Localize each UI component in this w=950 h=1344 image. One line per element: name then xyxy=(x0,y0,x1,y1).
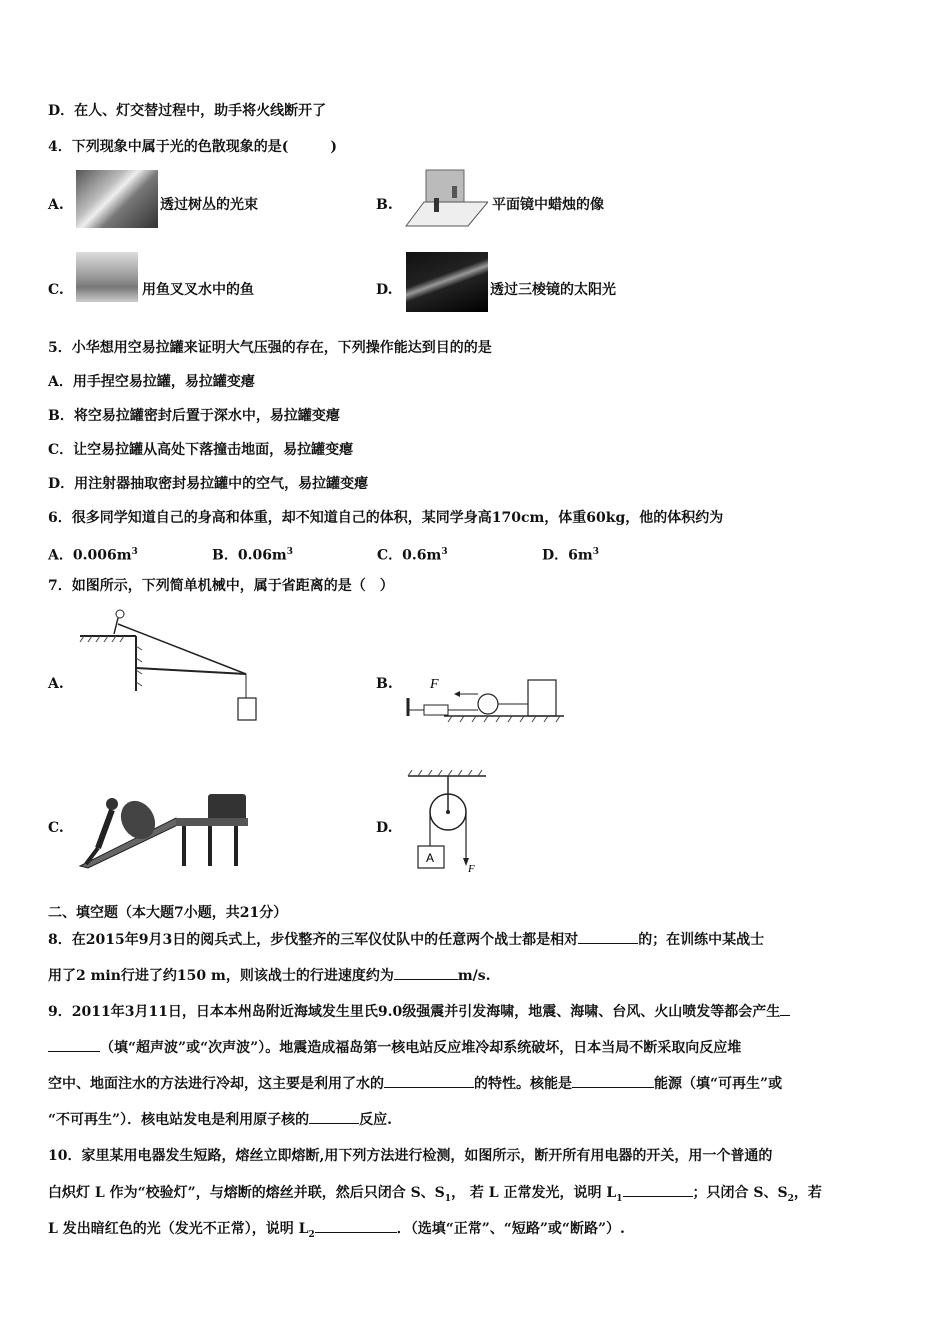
q5-option-d: D．用注射器抽取密封易拉罐中的空气，易拉罐变瘪 xyxy=(48,476,369,492)
q9-blank-1a[interactable] xyxy=(780,1001,790,1016)
q9-blank-3[interactable] xyxy=(572,1073,654,1088)
q8-blank-2[interactable] xyxy=(394,965,458,980)
q7-b-label: B. xyxy=(376,676,393,692)
q7-c-label: C. xyxy=(48,820,64,836)
q4-c-label: C. xyxy=(48,282,64,298)
q8-blank-1[interactable] xyxy=(578,929,638,944)
q10-blank-1[interactable] xyxy=(623,1182,693,1197)
q7-b-figure xyxy=(404,668,566,724)
q4-a-label: A. xyxy=(48,197,64,213)
q10-line1: 10．家里某用电器发生短路，熔丝立即熔断,用下列方法进行检测，如图所示，断开所有用电器的开关，用一个普通的 xyxy=(48,1148,773,1164)
q6-option-b: B．$0.06m^3$ xyxy=(212,547,294,564)
q4-c-text: 用鱼叉叉水中的鱼 xyxy=(142,282,254,298)
q6-stem: 6．很多同学知道自己的身高和体重，却不知道自己的体积，某同学身高170cm，体重60kg，他的体积约为 xyxy=(48,510,724,526)
q10-blank-2[interactable] xyxy=(315,1218,397,1233)
q10-line3: L 发出暗红色的光（发光不正常），说明 $L_2$ ．（选填“正常”、“短路”或“断路”）. xyxy=(48,1218,625,1245)
q6-option-c: C．$0.6m^3$ xyxy=(377,547,448,564)
q5-option-a: A．用手捏空易拉罐，易拉罐变瘪 xyxy=(48,374,255,390)
q7-c-figure xyxy=(76,790,250,870)
q4-a-image xyxy=(76,170,158,228)
q4-a-text: 透过树丛的光束 xyxy=(160,197,258,213)
q9-blank-4[interactable] xyxy=(309,1109,359,1124)
q6-option-a: A．$0.006m^3$ xyxy=(48,547,138,564)
q7-d-figure xyxy=(404,770,488,874)
q9-line3: 空中、地面注水的方法进行冷却，这主要是利用了水的 的特性。核能是 能源（填“可再生”或 xyxy=(48,1073,782,1094)
q7-stem: 7．如图所示，下列简单机械中，属于省距离的是（ ） xyxy=(48,578,394,594)
q5-option-c: C．让空易拉罐从高处下落撞击地面，易拉罐变瘪 xyxy=(48,442,354,458)
q8-line1: 8．在2015年9月3日的阅兵式上，步伐整齐的三军仪仗队中的任意两个战士都是相对 的；在训练中某战士 xyxy=(48,929,764,950)
q4-b-text: 平面镜中蜡烛的像 xyxy=(492,197,604,213)
q6-option-d: D．$6m^3$ xyxy=(542,547,599,564)
q10-line2: 白炽灯 L 作为“校验灯”，与熔断的熔丝并联，然后只闭合 S、$S_1$， 若 L 正常发光，说明 $L_1$ ；只闭合 S、$S_2$，若 xyxy=(48,1182,822,1209)
q7-b-force-label: F xyxy=(430,677,439,692)
q8-line2: 用了2 min行进了约150 m，则该战士的行进速度约为 m/s. xyxy=(48,965,491,986)
q5-option-b: B．将空易拉罐密封后置于深水中，易拉罐变瘪 xyxy=(48,408,340,424)
q7-a-figure xyxy=(78,606,268,726)
q7-d-label: D. xyxy=(376,820,393,836)
q4-c-image xyxy=(76,252,138,302)
q7-a-label: A. xyxy=(48,676,64,692)
q9-line4: “不可再生”）．核电站发电是利用原子核的 反应. xyxy=(48,1109,392,1130)
q4-b-image xyxy=(404,168,488,230)
q7-d-force-label: F xyxy=(468,863,475,874)
q4-stem: 4．下列现象中属于光的色散现象的是( ) xyxy=(48,139,337,155)
section2-title: 二、填空题（本大题7小题，共21分） xyxy=(48,905,288,921)
q4-d-label: D. xyxy=(376,282,393,298)
q4-d-text: 透过三棱镜的太阳光 xyxy=(490,282,616,298)
q7-d-box-label: A xyxy=(426,851,435,865)
q3-option-d: D．在人、灯交替过程中，助手将火线断开了 xyxy=(48,103,327,119)
q9-blank-2[interactable] xyxy=(384,1073,474,1088)
q4-d-image xyxy=(406,252,488,312)
q9-blank-1b[interactable] xyxy=(48,1037,100,1052)
q9-line2: （填“超声波”或“次声波”）。地震造成福岛第一核电站反应堆冷却系统破坏，日本当局不断采取向反应堆 xyxy=(48,1037,741,1058)
q5-stem: 5．小华想用空易拉罐来证明大气压强的存在，下列操作能达到目的的是 xyxy=(48,340,492,356)
q4-b-label: B. xyxy=(376,197,393,213)
q9-line1: 9．2011年3月11日，日本本州岛附近海域发生里氏9.0级强震并引发海啸，地震、海啸、台风、火山喷发等都会产生 xyxy=(48,1001,790,1022)
